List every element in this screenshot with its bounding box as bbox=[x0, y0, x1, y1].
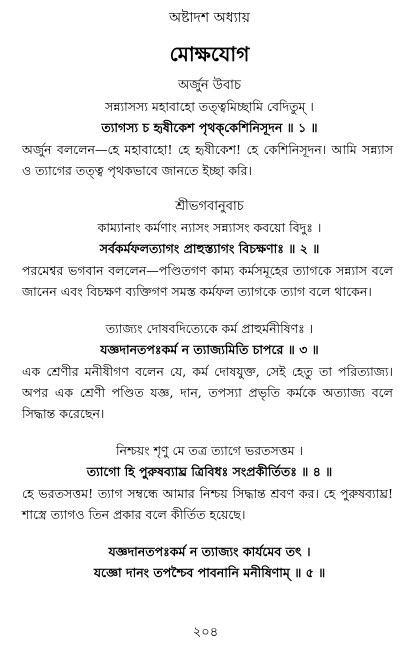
verse-3 bbox=[22, 318, 397, 360]
verse-line: সন্ন্যাসস্য মহাবাহো তত্ত্বমিচ্ছামি বেদিতুম্ । bbox=[105, 99, 314, 114]
chapter-title: মোক্ষযোগ bbox=[169, 42, 250, 66]
translation-1: অর্জুন বললেন—হে মহাবাহো! হে হৃষীকেশ! হে কেশিনিসূদন। আমি সন্ন্যাস ও ত্যাগের তত্ত্ব পৃথকভাবে জানতে ইচ্ছা করি। bbox=[22, 142, 393, 178]
page-number: ২০৪ bbox=[192, 625, 219, 640]
verse-2 bbox=[22, 217, 397, 259]
verse-line: নিশ্চয়ং শৃণু মে তত্র ত্যাগে ভরতসত্তম । bbox=[115, 443, 304, 458]
verse-4 bbox=[22, 440, 397, 482]
verse-line: ত্যাজ্যং দোষবদিত্যেকে কর্ম প্রাহুর্মনীষিণঃ । bbox=[105, 321, 314, 336]
translation-2: পরমেশ্বর ভগবান বললেন—পণ্ডিতগণ কাম্য কর্মসমূহের ত্যাগকে সন্ন্যাস বলে জানেন এবং বিচক্ষণ ব্যক্তিগণ সমস্ত কর্মফল ত্যাগকে ত্যাগ বলে থাকেন। bbox=[22, 263, 393, 299]
verse-5 bbox=[22, 541, 397, 583]
translation-3: এক শ্রেণীর মনীষীগণ বলেন যে, কর্ম দোষযুক্ত, সেই হেতু তা পরিত্যাজ্য। অপর এক শ্রেণী পণ্ডিত যজ্ঞ, দান, তপস্যা প্রভৃতি কর্মকে অত্যাজ্য বলে সিদ্ধান্ত করেছেন। bbox=[22, 364, 393, 421]
speaker-arjuna: অর্জুন উবাচ bbox=[178, 78, 241, 93]
chapter-header: অষ্টাদশ অধ্যায় bbox=[168, 10, 250, 26]
verse-line: ত্যাগো হি পুরুষব্যাঘ্র ত্রিবিধঃ সংপ্রকীর্তিতঃ ॥ ৪ ॥ bbox=[86, 464, 333, 479]
verse-line: যজ্ঞো দানং তপশ্চৈব পাবনানি মনীষিণাম্ ॥ ৫ ॥ bbox=[93, 565, 326, 580]
verse-line: যজ্ঞদানতপঃকর্ম ন ত্যাজ্যমিতি চাপরে ॥ ৩ ॥ bbox=[100, 342, 319, 357]
verse-line: ত্যাগস্য চ হৃষীকেশ পৃথক্‌কেশিনিসূদন ॥ ১ ॥ bbox=[101, 120, 318, 135]
verse-line: যজ্ঞদানতপঃকর্ম ন ত্যাজ্যং কার্যমেব তৎ । bbox=[108, 544, 311, 559]
verse-line: সর্বকর্মফলত্যাগং প্রাহুস্ত্যাগং বিচক্ষণাঃ ॥ ২ ॥ bbox=[99, 241, 320, 256]
translation-4: হে ভরতসত্তম! ত্যাগ সম্বন্ধে আমার নিশ্চয় সিদ্ধান্ত শ্রবণ কর। হে পুরুষব্যাঘ্র! শাস্ত্রে ত্যাগও তিন প্রকার বলে কীর্তিত হয়েছে। bbox=[22, 486, 393, 522]
speaker-bhagavan: শ্রীভগবানুবাচ bbox=[175, 199, 244, 214]
verse-line: কাম্যানাং কর্মণাং ন্যাসং সন্ন্যাসং কবয়ো বিদুঃ । bbox=[97, 220, 322, 235]
verse-1 bbox=[22, 96, 397, 138]
